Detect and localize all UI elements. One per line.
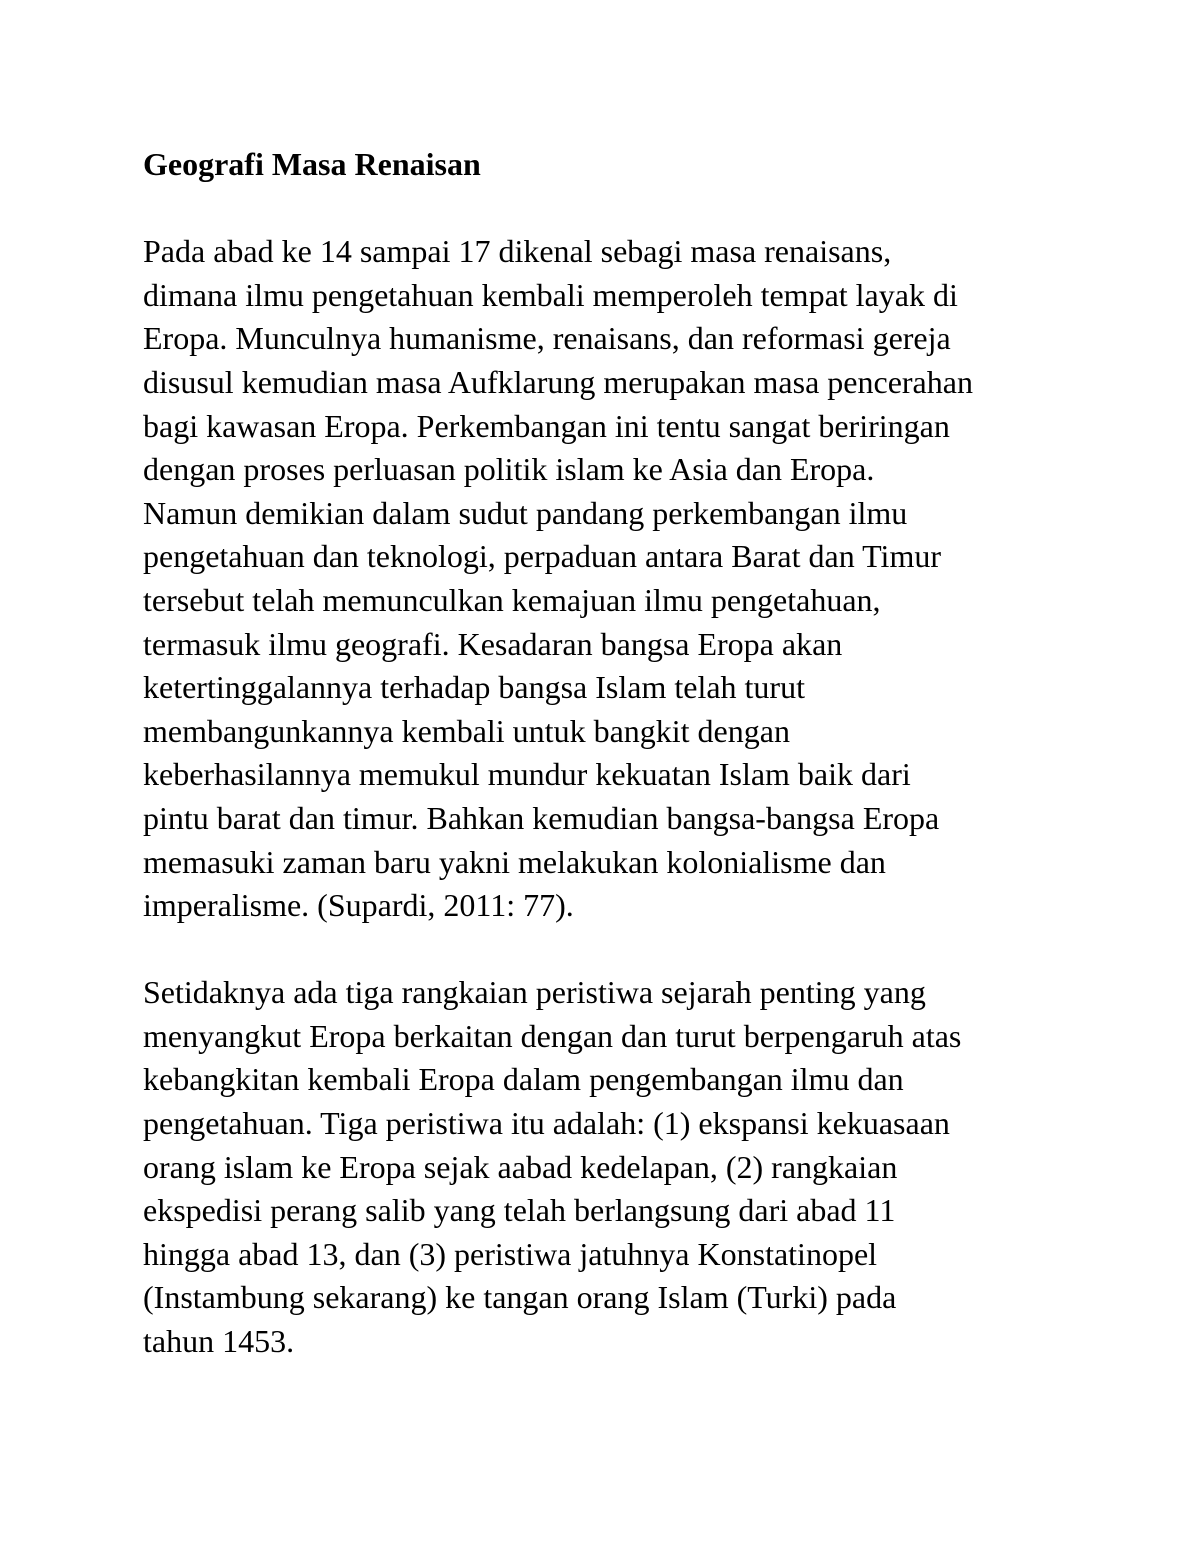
text-line: Setidaknya ada tiga rangkaian peristiwa sejarah penting yang	[143, 974, 926, 1011]
text-line: dimana ilmu pengetahuan kembali memperoleh tempat layak di	[143, 276, 958, 313]
text-line: imperalisme. (Supardi, 2011: 77).	[143, 887, 574, 924]
text-line: menyangkut Eropa berkaitan dengan dan turut berpengaruh atas	[143, 1017, 962, 1054]
text-line: tahun 1453.	[143, 1323, 295, 1360]
document-body	[143, 143, 1073, 1364]
text-line: tersebut telah memunculkan kemajuan ilmu pengetahuan,	[143, 581, 881, 618]
text-line: pengetahuan. Tiga peristiwa itu adalah: (1) ekspansi kekuasaan	[143, 1105, 950, 1142]
text-line: hingga abad 13, dan (3) peristiwa jatuhnya Konstatinopel	[143, 1235, 878, 1272]
text-line: membangunkannya kembali untuk bangkit dengan	[143, 712, 790, 749]
text-line: ekspedisi perang salib yang telah berlangsung dari abad 11	[143, 1192, 896, 1229]
paragraph-2	[143, 971, 1073, 1363]
text-line: ketertinggalannya terhadap bangsa Islam telah turut	[143, 669, 805, 706]
text-line: pengetahuan dan teknologi, perpaduan antara Barat dan Timur	[143, 538, 941, 575]
text-line: termasuk ilmu geografi. Kesadaran bangsa Eropa akan	[143, 625, 843, 662]
text-line: disusul kemudian masa Aufklarung merupakan masa pencerahan	[143, 363, 973, 400]
text-line: kebangkitan kembali Eropa dalam pengembangan ilmu dan	[143, 1061, 904, 1098]
text-line: Pada abad ke 14 sampai 17 dikenal sebagi masa renaisans,	[143, 233, 892, 270]
text-line: bagi kawasan Eropa. Perkembangan ini tentu sangat beriringan	[143, 407, 950, 444]
text-line: dengan proses perluasan politik islam ke Asia dan Eropa.	[143, 451, 875, 488]
text-line: orang islam ke Eropa sejak aabad kedelapan, (2) rangkaian	[143, 1148, 898, 1185]
page-title: Geografi Masa Renaisan	[143, 146, 481, 182]
text-line: Namun demikian dalam sudut pandang perkembangan ilmu	[143, 494, 908, 531]
paragraph-1	[143, 230, 1073, 928]
text-line: memasuki zaman baru yakni melakukan kolonialisme dan	[143, 843, 886, 880]
text-line: Eropa. Munculnya humanisme, renaisans, dan reformasi gereja	[143, 320, 951, 357]
text-line: keberhasilannya memukul mundur kekuatan Islam baik dari	[143, 756, 911, 793]
text-line: (Instambung sekarang) ke tangan orang Islam (Turki) pada	[143, 1279, 897, 1316]
text-line: pintu barat dan timur. Bahkan kemudian bangsa-bangsa Eropa	[143, 799, 940, 836]
